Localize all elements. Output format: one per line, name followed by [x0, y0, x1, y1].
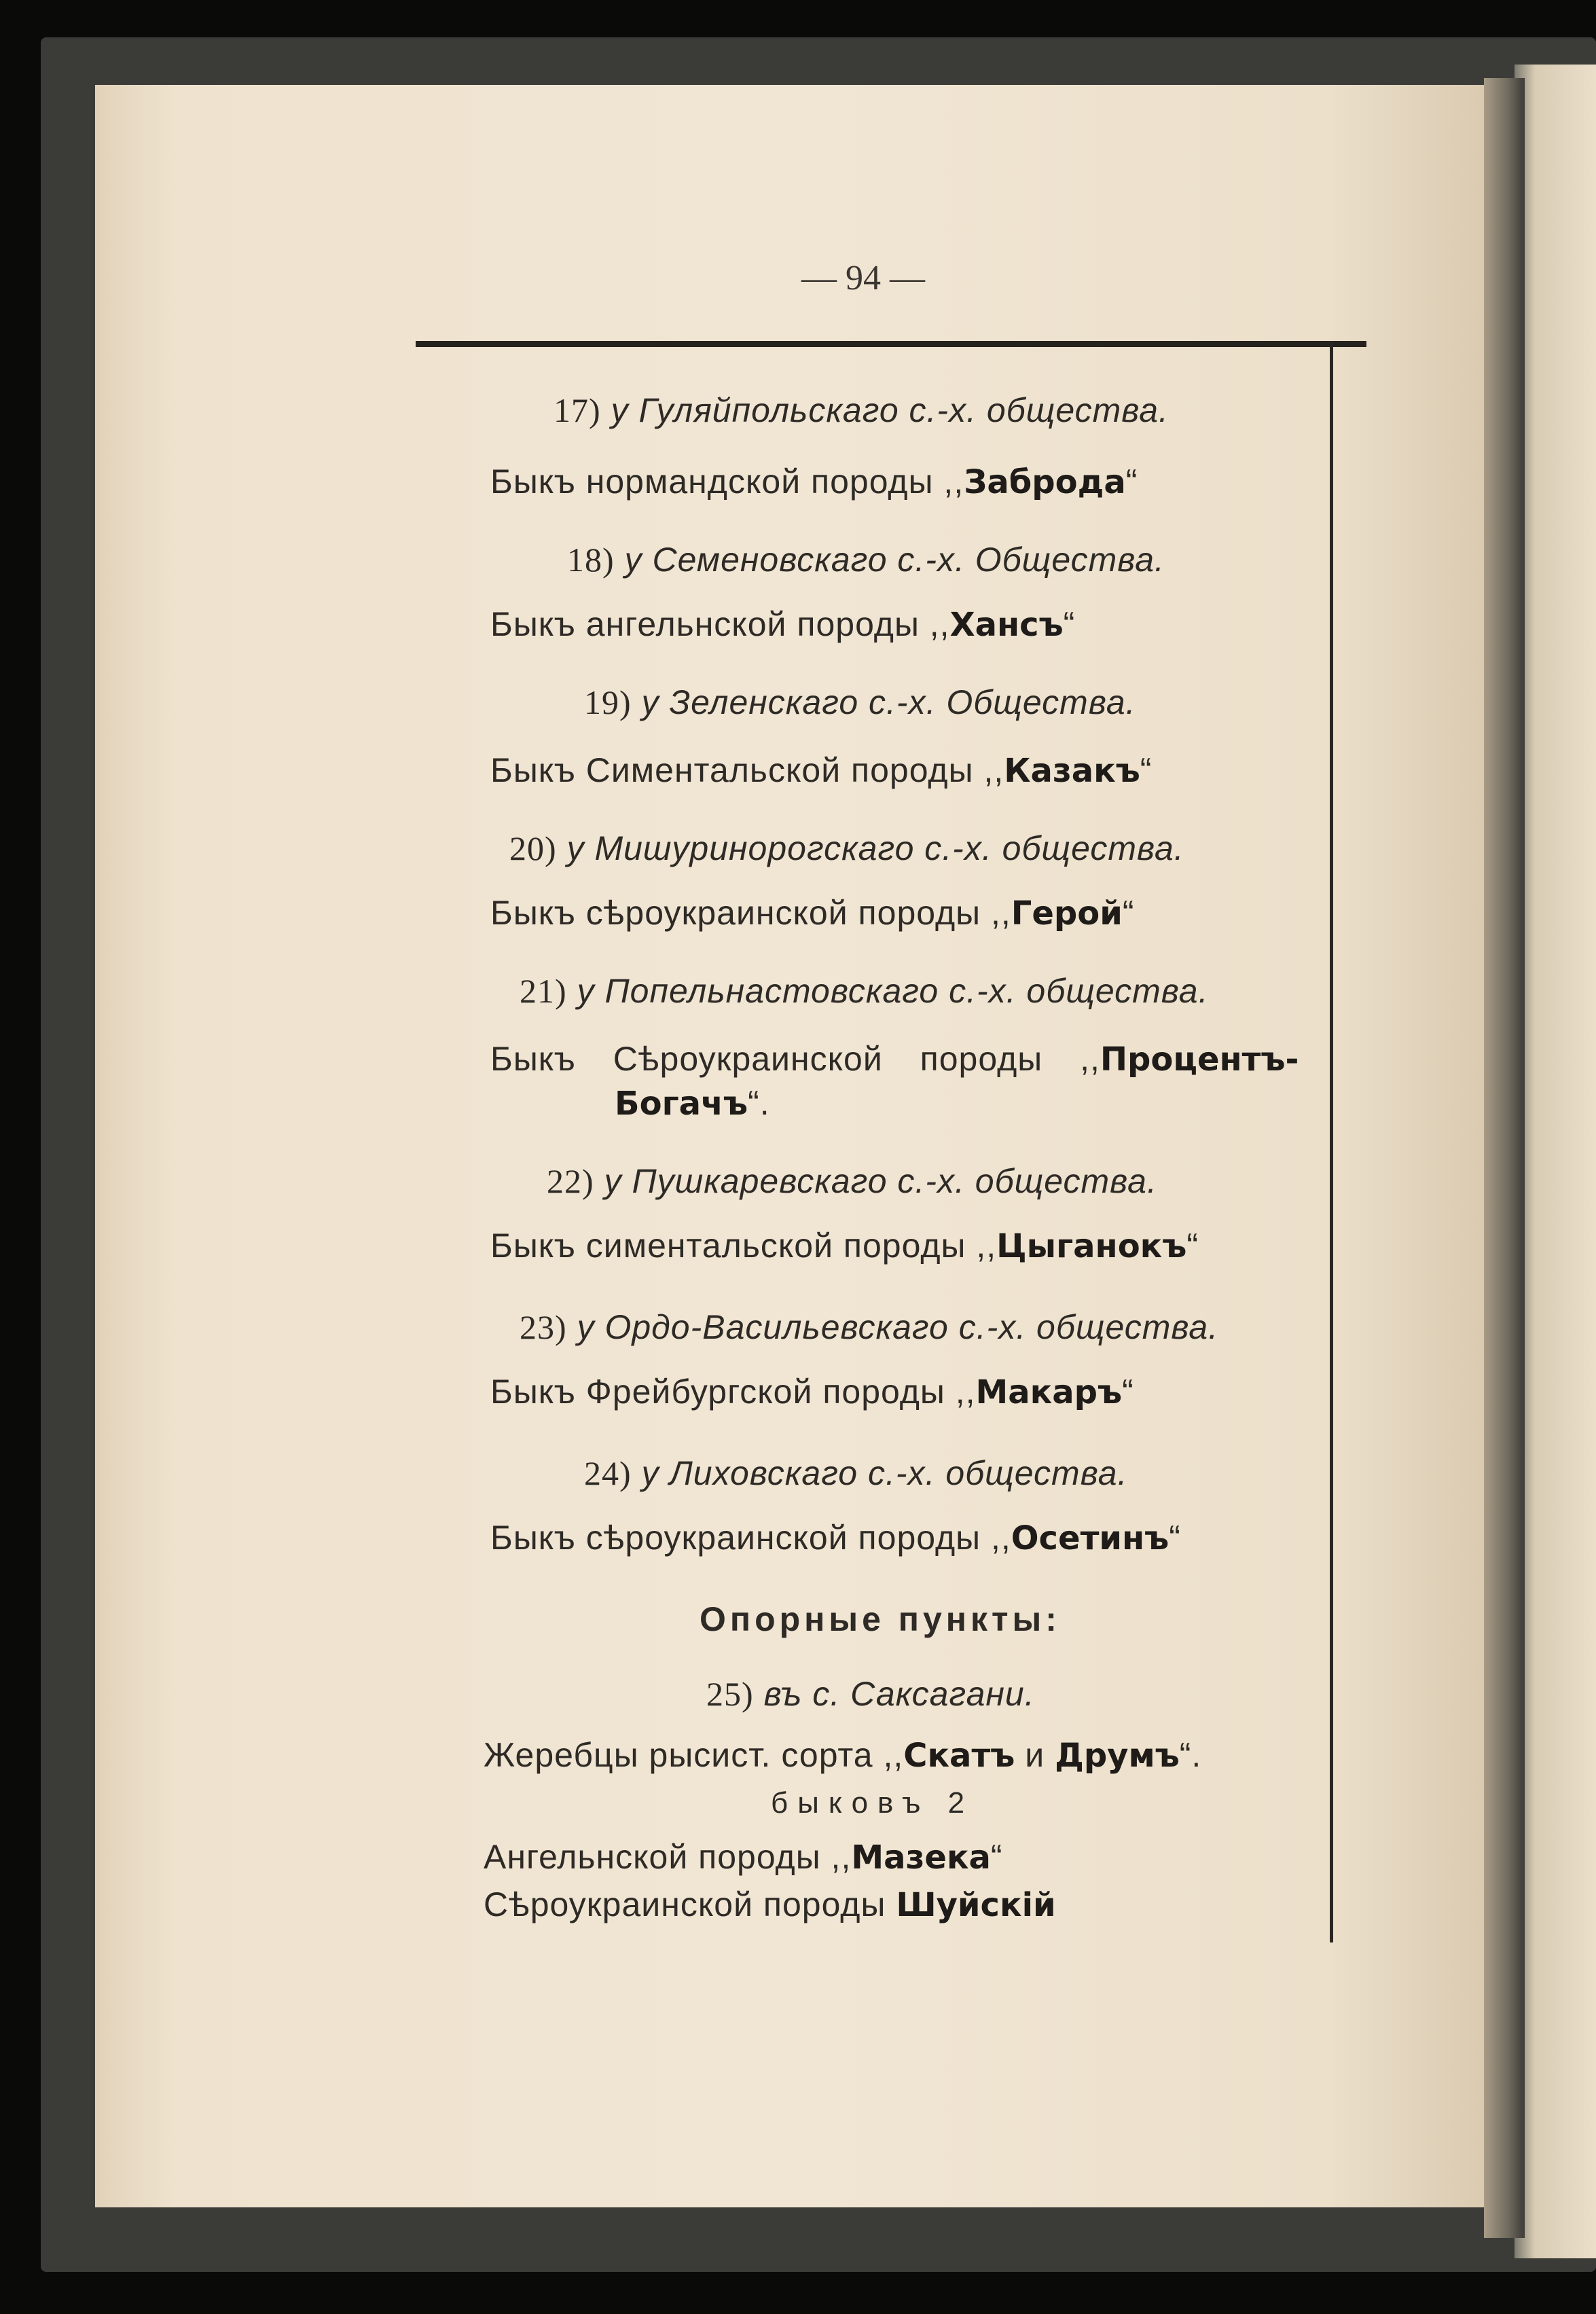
entry-heading: 23) у Ордо-Васильевскаго с.-х. общества. [520, 1308, 1219, 1346]
animal-name: Богачъ [615, 1085, 748, 1123]
animal-name: Друмъ [1055, 1737, 1180, 1775]
entry-text-continued: Богачъ“. [615, 1084, 770, 1123]
entry-heading: 17) у Гуляйпольскаго с.-х. общества. [554, 391, 1169, 429]
animal-name: Скатъ [903, 1737, 1015, 1775]
animal-name: Осетинъ [1011, 1519, 1169, 1557]
entry-text: Быкъ ангельнской породы ,,Хансъ“ [490, 605, 1076, 644]
bull-line: Ангельнской породы ,,Мазека“ [484, 1838, 1003, 1877]
entry-text: Быкъ симентальской породы ,,Цыганокъ“ [490, 1227, 1199, 1265]
entry-text: Быкъ нормандской породы ,,Заброда“ [490, 463, 1138, 501]
entry-heading: 20) у Мишуринорогскаго с.-х. общества. [509, 829, 1184, 867]
animal-name: Макаръ [975, 1373, 1123, 1411]
entry-heading: 24) у Лиховскаго с.-х. общества. [584, 1454, 1128, 1492]
animal-name: Заброда [964, 463, 1126, 501]
entry-heading: 18) у Семеновскаго с.-х. Общества. [567, 541, 1165, 579]
animal-name: Хансъ [949, 606, 1064, 644]
bull-line: Сѣроукраинской породы Шуйскій [484, 1885, 1056, 1924]
entry-text: Быкъ Фрейбургской породы ,,Макаръ“ [490, 1373, 1134, 1411]
entry-text: Быкъ сѣроукраинской породы ,,Герой“ [490, 894, 1135, 933]
stallions-line: Жеребцы рысист. сорта ,,Скатъ и Друмъ“. [484, 1736, 1202, 1775]
entry-heading: 21) у Попельнастовскаго с.-х. общества. [520, 972, 1209, 1010]
page-number: — 94 — [801, 259, 925, 297]
facing-page-edge [1515, 65, 1596, 2258]
top-rule [416, 341, 1366, 347]
animal-name: Герой [1011, 894, 1123, 933]
entry-text: Быкъ сѣроукраинской породы ,,Осетинъ“ [490, 1519, 1181, 1557]
animal-name: Мазека [851, 1839, 991, 1877]
entry-heading: 19) у Зеленскаго с.-х. Общества. [584, 683, 1136, 721]
entry-heading: 25) въ с. Саксагани. [706, 1675, 1035, 1713]
entry-text: Быкъ Симентальской породы ,,Казакъ“ [490, 751, 1153, 790]
right-rule [1330, 341, 1333, 1942]
animal-name: Процентъ- [1100, 1041, 1299, 1079]
animal-name: Шуйскій [896, 1886, 1056, 1924]
section-title: Опорные пункты: [700, 1600, 1061, 1638]
page-gutter [1484, 78, 1525, 2238]
bulls-label: быковъ 2 [771, 1786, 975, 1820]
entry-text: Быкъ Сѣроукраинской породы ,,Процентъ- [490, 1040, 1299, 1079]
animal-name: Цыганокъ [996, 1227, 1187, 1265]
animal-name: Казакъ [1004, 752, 1140, 790]
entry-heading: 22) у Пушкаревскаго с.-х. общества. [547, 1162, 1157, 1200]
